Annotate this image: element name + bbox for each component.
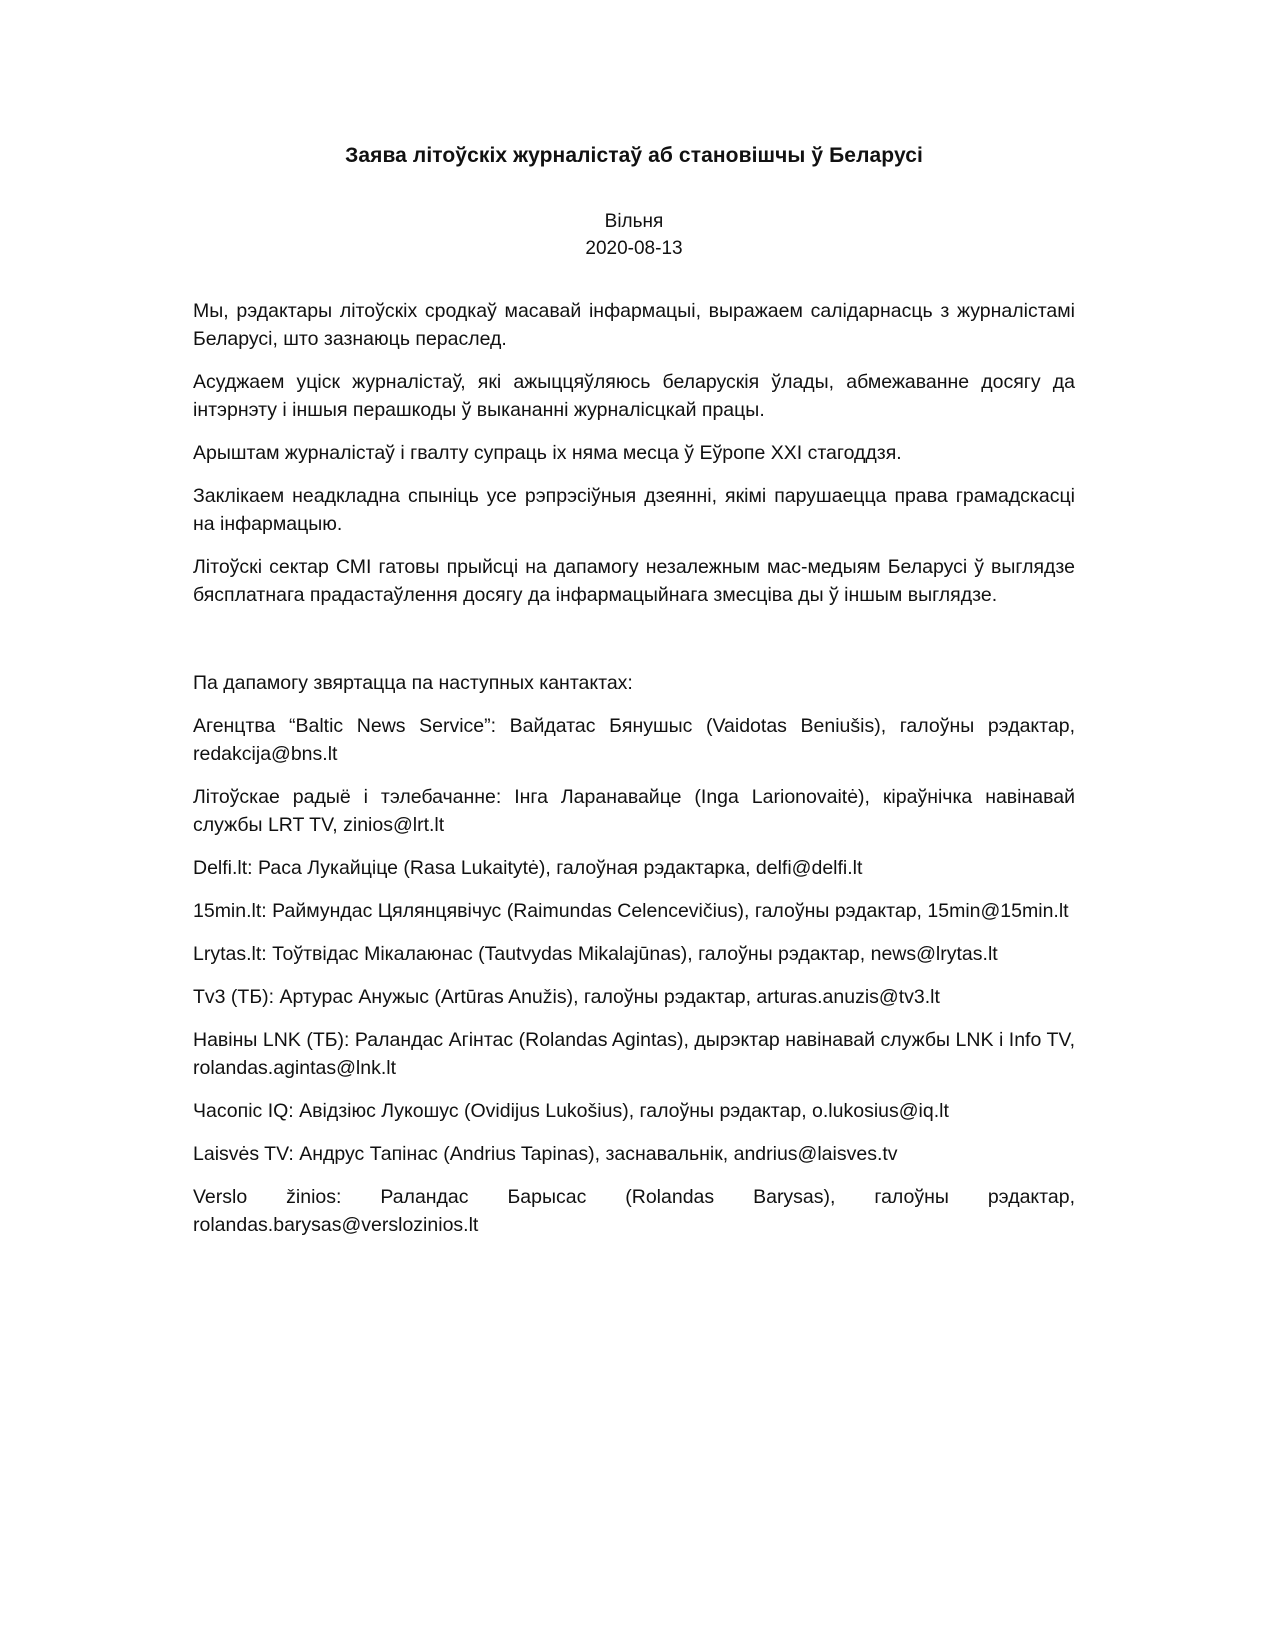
contact-entry: Laisvės TV: Андрус Тапінас (Andrius Tapinas), заснавальнік, andrius@laisves.tv bbox=[193, 1143, 898, 1165]
contact-entry: Агенцтва “Baltic News Service”: Вайдатас Бянушыс (Vaidotas Beniušis), галоўны рэдактар, redakcija@bns.lt bbox=[193, 715, 1075, 765]
document-place: Вільня bbox=[604, 211, 664, 232]
statement-paragraph: Літоўскі сектар СМІ гатовы прыйсці на дапамогу незалежным мас-медыям Беларусі ў выглядзе бясплатнага прадастаўлення досягу да інфармацыйнага змесціва ды ў іншым выглядзе. bbox=[193, 556, 1075, 606]
contact-entry: Tv3 (ТБ): Артурас Анужыс (Artūras Anužis), галоўны рэдактар, arturas.anuzis@tv3.lt bbox=[193, 986, 940, 1008]
contact-entry: Літоўскае радыё і тэлебачанне: Інга Ларанавайце (Inga Larionovaitė), кіраўнічка навінавай службы LRT TV, zinios@lrt.lt bbox=[193, 786, 1075, 836]
statement-paragraph: Арыштам журналістаў і гвалту супраць іх няма месца ў Еўропе XXI стагоддзя. bbox=[193, 442, 902, 464]
contacts-section bbox=[193, 669, 1075, 1239]
contact-entry: Часопіс IQ: Авідзіюс Лукошус (Ovidijus Lukošius), галоўны рэдактар, o.lukosius@iq.lt bbox=[193, 1100, 949, 1122]
contacts-intro: Па дапамогу звяртацца па наступных кантактах: bbox=[193, 672, 633, 694]
document-date: 2020-08-13 bbox=[585, 238, 683, 259]
statement-body bbox=[193, 297, 1075, 609]
contact-entry: Lrytas.lt: Тоўтвідас Мікалаюнас (Tautvydas Mikalajūnas), галоўны рэдактар, news@lrytas.lt bbox=[193, 943, 998, 965]
statement-paragraph: Заклікаем неадкладна спыніць усе рэпрэсіўныя дзеянні, якімі парушаецца права грамадскасці на інфармацыю. bbox=[193, 485, 1075, 535]
contact-entry: 15min.lt: Раймундас Цялянцявічус (Raimundas Celencevičius), галоўны рэдактар, 15min@15min.lt bbox=[193, 900, 1069, 922]
contact-entry: Delfi.lt: Раса Лукайціце (Rasa Lukaitytė), галоўная рэдактарка, delfi@delfi.lt bbox=[193, 857, 863, 879]
contact-entry: Навіны LNK (ТБ): Раландас Агінтас (Rolandas Agintas), дырэктар навінавай службы LNK і Info TV, rolandas.agintas@lnk.lt bbox=[193, 1029, 1075, 1079]
document-title: Заява літоўскіх журналістаў аб становішчы ў Беларусі bbox=[345, 144, 923, 167]
statement-paragraph: Мы, рэдактары літоўскіх сродкаў масавай інфармацыі, выражаем салідарнасць з журналістамі Беларусі, што зазнаюць пераслед. bbox=[193, 300, 1075, 350]
contact-entry: Verslo žinios: Раландас Барысас (Rolandas Barysas), галоўны рэдактар, rolandas.barysas@verslozinios.lt bbox=[193, 1186, 1075, 1236]
document-content bbox=[193, 142, 1075, 1254]
place-date-block bbox=[193, 208, 1075, 262]
statement-paragraph: Асуджаем уціск журналістаў, які ажыццяўляюсь беларускія ўлады, абмежаванне досягу да інтэрнэту і іншыя перашкоды ў выкананні журналісцкай працы. bbox=[193, 371, 1075, 421]
